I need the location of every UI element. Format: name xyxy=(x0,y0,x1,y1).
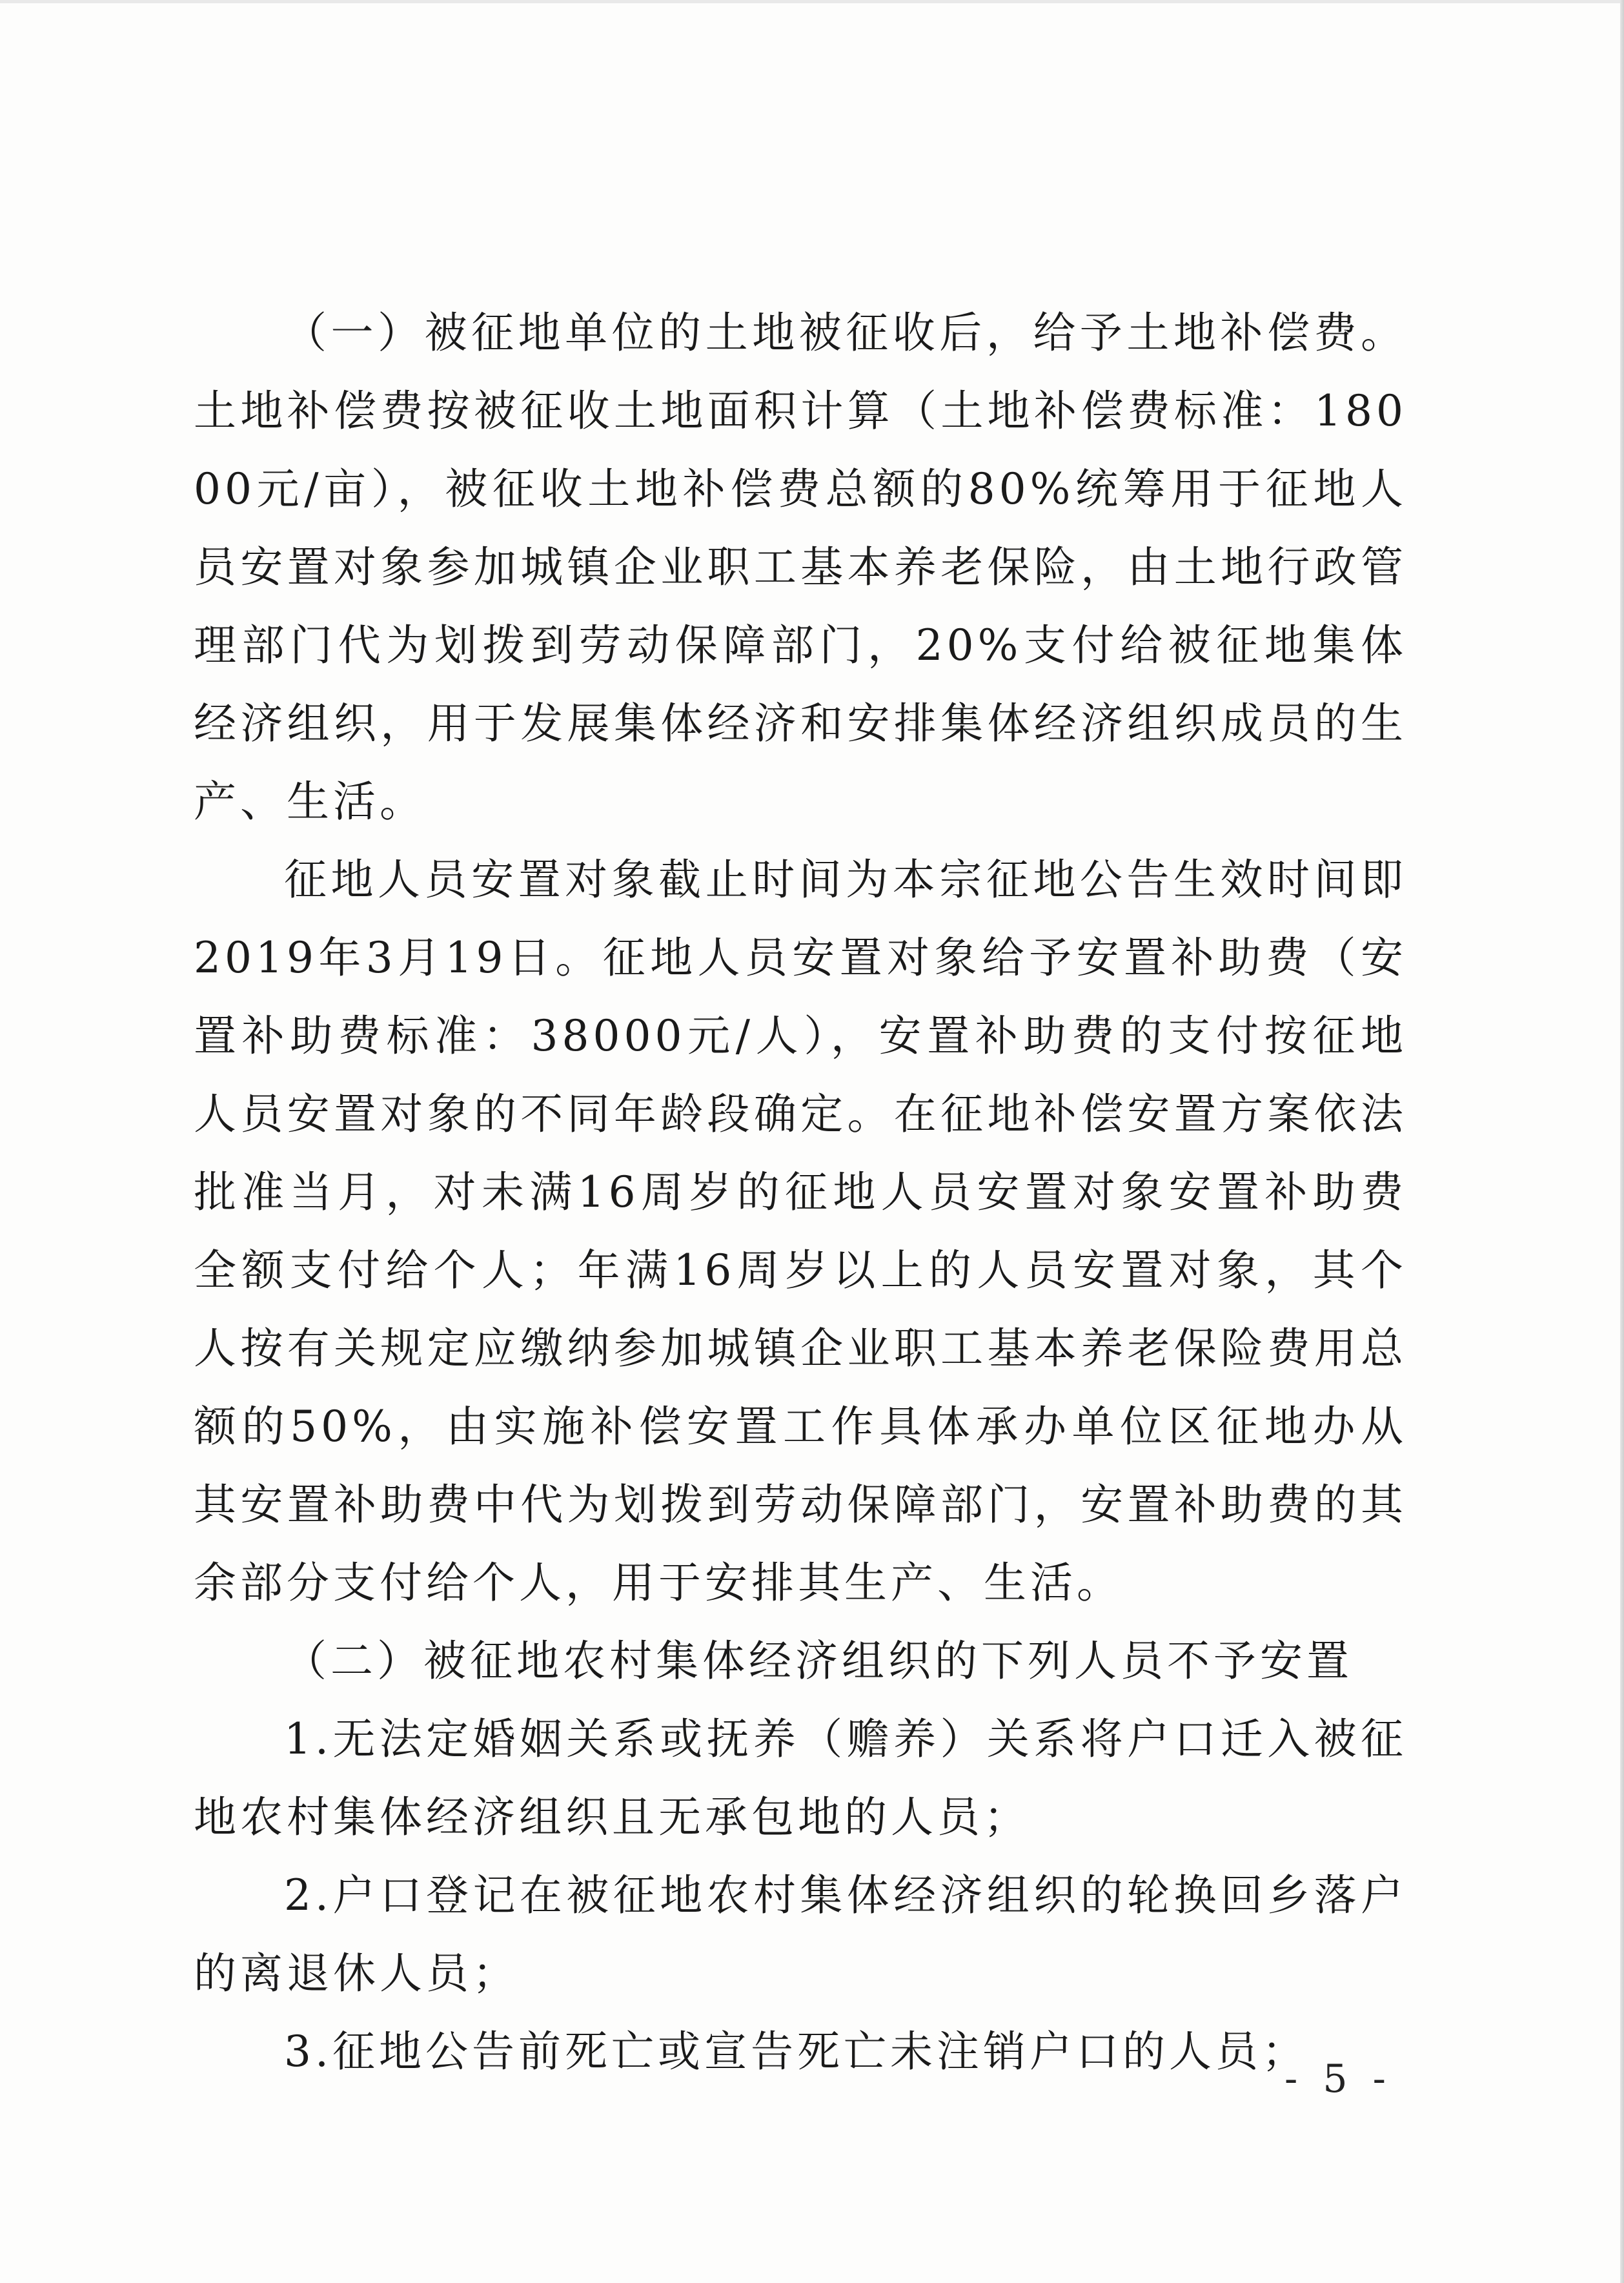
list-item-2: 2.户口登记在被征地农村集体经济组织的轮换回乡落户的离退休人员； xyxy=(194,1870,1407,1998)
list-item-3: 3.征地公告前死亡或宣告死亡未注销户口的人员； xyxy=(284,2027,1308,2076)
paragraph-resettlement-subsidy: 征地人员安置对象截止时间为本宗征地公告生效时间即2019年3月19日。征地人员安置对象给予安置补助费（安置补助费标准：38000元/人），安置补助费的支付按征地人员安置对象的不同年龄段确定。在征地补偿安置方案依法批准当月，对未满16周岁的征地人员安置对象安置补助费全额支付给个人；年满16周岁以上的人员安置对象，其个人按有关规定应缴纳参加城镇企业职工基本养老保险费用总额的50%，由实施补偿安置工作具体承办单位区征地办从其安置补助费中代为划拨到劳动保障部门，安置补助费的其余部分支付给个人，用于安排其生产、生活。 xyxy=(194,855,1407,1608)
paragraph-land-compensation: （一）被征地单位的土地被征收后，给予土地补偿费。土地补偿费按被征收土地面积计算（土地补偿费标准：18000元/亩），被征收土地补偿费总额的80%统筹用于征地人员安置对象参加城镇企业职工基本养老保险，由土地行政管理部门代为划拨到劳动保障部门，20%支付给被征地集体经济组织，用于发展集体经济和安排集体经济组织成员的生产、生活。 xyxy=(194,308,1407,826)
scan-right-edge xyxy=(1620,0,1624,2283)
document-body xyxy=(194,294,1407,2091)
paragraph-no-resettlement-heading: （二）被征地农村集体经济组织的下列人员不予安置 xyxy=(284,1636,1353,1686)
list-item-1: 1.无法定婚姻关系或抚养（赡养）关系将户口迁入被征地农村集体经济组织且无承包地的人员； xyxy=(194,1714,1407,1842)
scan-top-edge xyxy=(0,0,1624,3)
page-number: - 5 - xyxy=(1284,2056,1392,2102)
